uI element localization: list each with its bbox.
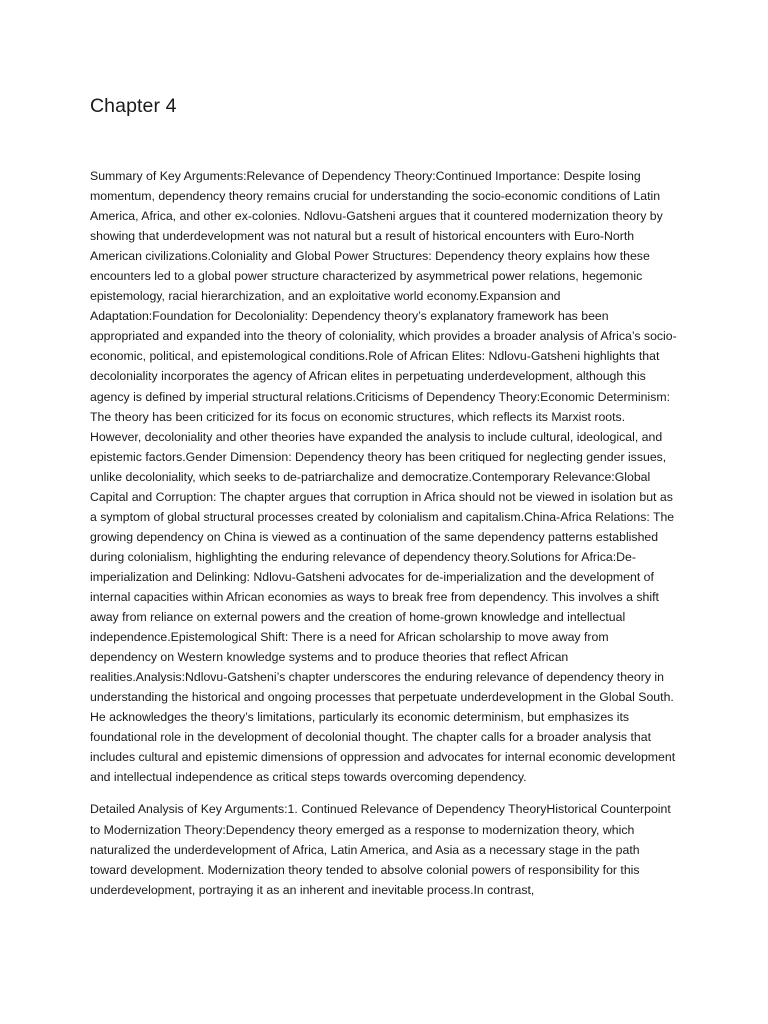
chapter-title: Chapter 4 — [90, 95, 177, 117]
summary-paragraph: Summary of Key Arguments:Relevance of Dependency Theory:Continued Importance: Despite losing momentum, dependency theory remains crucial for understanding the socio-economic conditions of Latin America, Africa, and other ex-colonies. Ndlovu-Gatsheni argues that it countered modernization theory by showing that underdevelopment was not natural but a result of historical encounters with Euro-North American civilizations.Coloniality and Global Power Structures: Dependency theory explains how these encounters led to a global power structure characterized by asymmetrical power relations, hegemonic epistemology, racial hierarchization, and an exploitative world economy.Expansion and Adaptation:Foundation for Decoloniality: Dependency theory’s explanatory framework has been appropriated and expanded into the theory of coloniality, which provides a broader analysis of Africa’s socio-economic, political, and epistemological conditions.Role of African Elites: Ndlovu-Gatsheni highlights that decoloniality incorporates the agency of African elites in perpetuating underdevelopment, although this agency is defined by imperial structural relations.Criticisms of Dependency Theory:Economic Determinism: The theory has been criticized for its focus on economic structures, which reflects its Marxist roots. However, decoloniality and other theories have expanded the analysis to include cultural, ideological, and epistemic factors.Gender Dimension: Dependency theory has been critiqued for neglecting gender issues, unlike decoloniality, which seeks to de-patriarchalize and democratize.Contemporary Relevance:Global Capital and Corruption: The chapter argues that corruption in Africa should not be viewed in isolation but as a symptom of global structural processes created by colonialism and capitalism.China-Africa Relations: The growing dependency on China is viewed as a continuation of the same dependency patterns established during colonialism, highlighting the enduring relevance of dependency theory.Solutions for Africa:De-imperialization and Delinking: Ndlovu-Gatsheni advocates for de-imperialization and the development of internal capacities within African economies as ways to break free from dependency. This involves a shift away from reliance on external powers and the creation of home-grown knowledge and intellectual independence.Epistemological Shift: There is a need for African scholarship to move away from dependency on Western knowledge systems and to produce theories that reflect African realities.Analysis:Ndlovu-Gatsheni’s chapter underscores the enduring relevance of dependency theory in understanding the historical and ongoing processes that perpetuate underdevelopment in the Global South. He acknowledges the theory’s limitations, particularly its economic determinism, but emphasizes its foundational role in the development of decolonial thought. The chapter calls for a broader analysis that includes cultural and epistemic dimensions of oppression and advocates for internal economic development and intellectual independence as critical steps towards overcoming dependency. — [90, 169, 677, 785]
detailed-analysis-paragraph: Detailed Analysis of Key Arguments:1. Continued Relevance of Dependency TheoryHistorical Counterpoint to Modernization Theory:Dependency theory emerged as a response to modernization theory, which naturalized the underdevelopment of Africa, Latin America, and Asia as a necessary stage in the path toward development. Modernization theory tended to absolve colonial powers of responsibility for this underdevelopment, portraying it as an inherent and inevitable process.In contrast, — [90, 802, 671, 897]
document-body — [90, 166, 678, 912]
